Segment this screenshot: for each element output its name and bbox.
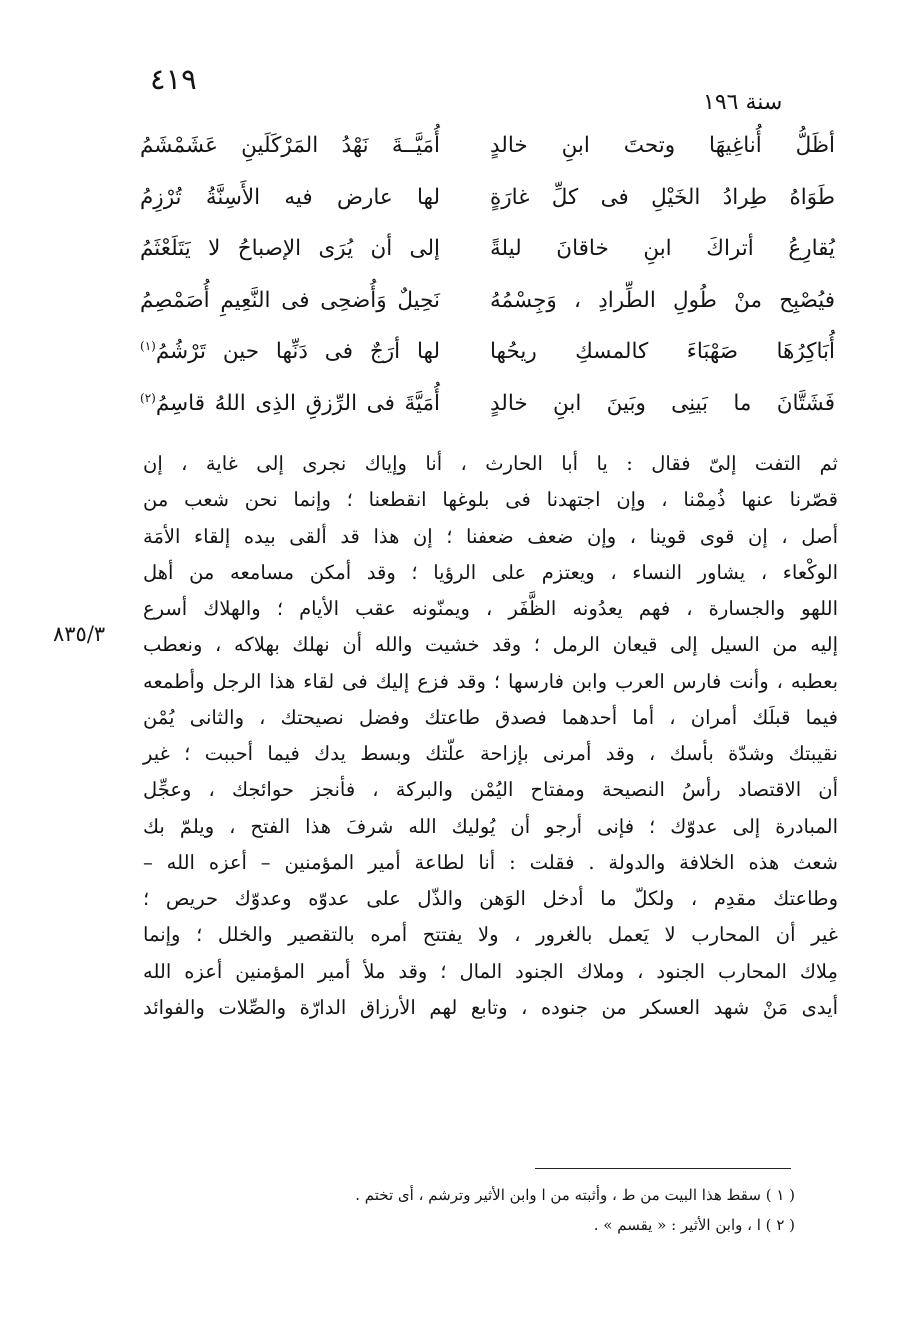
prose-line: ثم التفت إلىّ فقال : يا أبا الحارث ، أنا وإياك نجرى إلى غاية ، إن [143,452,838,475]
running-head: سنة ١٩٦ [703,90,783,115]
hemistich-text: أُمَيَّــةَ نَهْدُ المَرْكَلَينِ عَشَمْشَمُ [140,133,440,159]
prose-line: إليه من السيل إلى قيعان الرمل ؛ وقد خشيت والله أن نهلك بهلاكه ، ونعطب [143,633,838,657]
margin-reference: ٨٣٥/٣ [53,622,106,646]
verse-first-hemistich: يُقارِعُ أتراكَ ابنِ خاقانَ ليلةً [490,236,835,262]
footnote-divider [535,1168,791,1169]
verse-second-hemistich [140,133,440,158]
footnote-marker: (١) [140,339,156,354]
footnote-marker: (٢) [140,390,156,405]
verse-line [140,172,835,224]
hemistich-text: نَحِيلٌ وَأُضحِى فى النَّعِيمِ أُصَمْصِمُ [140,287,440,313]
hemistich-text: أُمَيَّةَ فى الرِّزقِ الذِى اللهُ قاسِمُ [155,390,440,416]
prose-line: أن الاقتصاد رأسُ النصيحة ومفتاح اليُمْن والبركة ، فأنجز حوائجك ، وعجِّل [143,778,838,802]
footnote-1: ( ١ ) سقط هذا البيت من ط ، وأثبته من ا وابن الأثير وترشم ، أى تختم . [355,1186,795,1204]
prose-line: وطاعتك مقدِم ، ولكلّ ما أدخل الوَهن والذّل على عدوّه وعدوّك حريص ؛ [143,887,838,910]
prose-line: أصل ، إن قوى قوينا ، وإن ضعف ضعفنا ؛ إن هذا قد ألقى بيده إلقاء الأمَة [143,524,838,548]
verse-line [140,275,835,327]
verse-second-hemistich [140,185,440,210]
page-number: ٤١٩ [150,62,197,96]
prose-line: قصّرنا عنها ذُمِمْنا ، وإن اجتهدنا فى بلوغها انقطعنا ؛ وإنما نحن شعب من [143,488,838,512]
verse-first-hemistich: طَوَاهُ طِرادُ الخَيْلِ فى كلِّ غارَةٍ [490,184,835,210]
verse-second-hemistich [140,236,440,261]
footnote-2: ( ٢ ) ا ، وابن الأثير : « يقسم » . [593,1216,795,1234]
verse-line [140,326,835,378]
verse-line [140,120,835,172]
hemistich-text: لها عارض فيه الأَسِنَّةُ تُرْزِمُ [140,184,440,210]
hemistich-text: إلى أن يُرَى الإصباحُ لا يَتَلَعْثَمُ [140,236,440,262]
verse-second-hemistich [140,339,440,364]
verse-first-hemistich: فيُصْبِح منْ طُولِ الطِّرادِ ، وَجِسْمُهُ [490,287,835,313]
prose-line: غير أن المحارب لا يَعمل بالغرور ، ولا يفتتح أمره بالتقصير والخلل ؛ وإنما [143,923,838,947]
prose-line: المبادرة إلى عدوّك ؛ فإنى أرجو أن يُوليك الله شرفَ هذا الفتح ، ويلمّ بك [143,814,838,838]
prose-line: أيدى مَنْ شهد العسكر من جنوده ، وتابع لهم الأرزاق الدارّة والصِّلات والفوائد [143,995,838,1019]
prose-line: الوكْعاء ، يشاور النساء ، ويعتزم على الرؤيا ؛ وقد أمكن مسامعه من أهل [143,560,838,584]
verse-first-hemistich: أُبَاكِرُهَا صَهْبَاءَ كالمسكِ ريحُها [490,339,835,365]
prose-line: اللهو والجسارة ، فهم يعدُونه الظَّفَر ، ويمنّونه عقب الأيام ؛ والهلاك أسرع [143,597,838,620]
verse-second-hemistich [140,391,440,416]
verse-line [140,378,835,430]
prose-line: نقيبتك وشدّة بأسك ، وقد أمرنى بإزاحة علّتك وبسط يدك فيما أحببت ؛ غير [143,742,838,765]
verse-first-hemistich: فَشَتَّانَ ما بَينِى وبَينَ ابنِ خالدٍ [490,390,835,416]
verse-second-hemistich [140,288,440,313]
prose-line: مِلاك المحارب الجنود ، وملاك الجنود المال ؛ وقد ملأ أمير المؤمنين أعزه الله [143,959,838,983]
poem-block [140,120,835,430]
prose-line: بعطبه ، وأنت فارس العرب وابن فارسها ؛ وقد فزع إليك فى لقاء هذا الرجل وأطمعه [143,669,838,693]
prose-line: شعث هذه الخلافة والدولة . فقلت : أنا لطاعة أمير المؤمنين – أعزه الله – [143,850,838,874]
verse-first-hemistich: أظَلُّ أُناغِيهَا وتحتَ ابنِ خالدٍ [490,133,835,159]
footnotes [250,1180,795,1240]
verse-line [140,223,835,275]
prose-line: فيما قبلَك أمران ، أما أحدهما فصدق طاعتك وفضل نصيحتك ، والثانى يُمْن [143,705,838,729]
hemistich-text: لها أرَجٌ فى دَنِّها حين تَرْشُمُ [155,339,440,365]
prose-body [143,446,838,1026]
